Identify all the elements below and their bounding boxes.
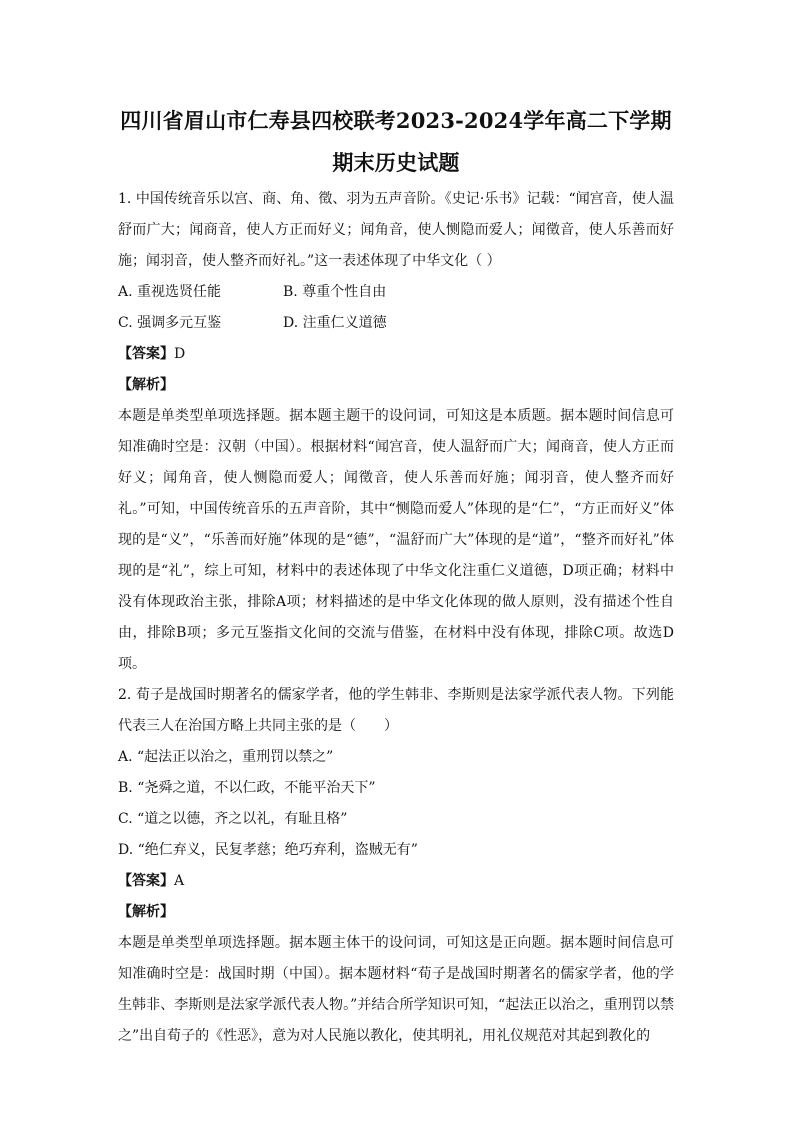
question-1-analysis: 本题是单类型单项选择题。据本题主题干的设问词，可知这是本质题。据本题时间信息可知准确时空是：汉朝（中国）。根据材料“闻宫音，使人温舒而广大；闻商音，使人方正而好义；闻角音，使人恻隐而爱人；闻徵音，使人乐善而好施；闻羽音，使人整齐而好礼。”可知，中国传统音乐的五声音阶，其中“恻隐而爱人”体现的是“仁”，“方正而好义”体现的是“义”，“乐善而好施”体现的是“德”，“温舒而广大”体现的是“道”，“整齐而好礼”体现的是“礼”，综上可知，材料中的表述体现了中华文化注重仁义道德，D项正确；材料中没有体现政治主张，排除A项；材料描述的是中华文化体现的做人原则，没有描述个性自由，排除B项；多元互鉴指文化间的交流与借鉴，在材料中没有体现，排除C项。故选D项。 (118, 408, 674, 672)
question-1-stem: 1. 中国传统音乐以宫、商、角、徵、羽为五声音阶。《史记·乐书》记载：“闻宫音，使人温舒而广大；闻商音，使人方正而好义；闻角音，使人恻隐而爱人；闻徵音，使人乐善而好施；闻羽音，使人整齐而好礼。”这一表述体现了中华文化（ ） (118, 191, 674, 269)
question-2-analysis-label: 【解析】 (118, 904, 174, 920)
question-1-option-a: A. 重视选贤任能 (118, 284, 222, 300)
question-1 (118, 184, 674, 680)
question-1-answer-value: D (174, 346, 186, 362)
question-2 (118, 680, 674, 1052)
question-2-answer-value: A (174, 873, 185, 889)
question-1-option-c: C. 强调多元互鉴 (118, 315, 222, 331)
question-1-option-b: B. 尊重个性自由 (283, 284, 387, 300)
question-1-option-d: D. 注重仁义道德 (283, 315, 387, 331)
question-2-option-d: D. “绝仁弃义，民复孝慈；绝巧弃利，盗贼无有” (118, 842, 418, 858)
question-1-options-row-2 (118, 308, 674, 339)
question-2-analysis: 本题是单类型单项选择题。据本题主体干的设问词，可知这是正向题。据本题时间信息可知准确时空是：战国时期（中国）。据本题材料“荀子是战国时期著名的儒家学者，他的学生韩非、李斯则是法家学派代表人物。”并结合所学知识可知，“起法正以治之，重刑罚以禁之”出自荀子的《性恶》，意为对人民施以教化，使其明礼，用礼仪规范对其起到教化的 (118, 935, 674, 1044)
question-2-option-b: B. “尧舜之道，不以仁政，不能平治天下” (118, 780, 376, 796)
question-2-option-a: A. “起法正以治之，重刑罚以禁之” (118, 749, 334, 765)
question-1-analysis-label: 【解析】 (118, 377, 174, 393)
question-2-answer (118, 866, 674, 897)
question-2-option-c: C. “道之以德，齐之以礼，有耻且格” (118, 811, 348, 827)
document-title-line-2: 期末历史试题 (332, 150, 460, 175)
document-title-line-1: 四川省眉山市仁寿县四校联考2023-2024学年高二下学期 (120, 108, 672, 133)
question-2-stem: 2. 荀子是战国时期著名的儒家学者，他的学生韩非、李斯则是法家学派代表人物。下列能代表三人在治国方略上共同主张的是（ ） (118, 687, 674, 734)
question-1-answer-label: 【答案】 (118, 346, 174, 362)
document-page (118, 100, 674, 1052)
question-2-answer-label: 【答案】 (118, 873, 174, 889)
question-1-answer (118, 339, 674, 370)
question-1-options-row-1 (118, 277, 674, 308)
